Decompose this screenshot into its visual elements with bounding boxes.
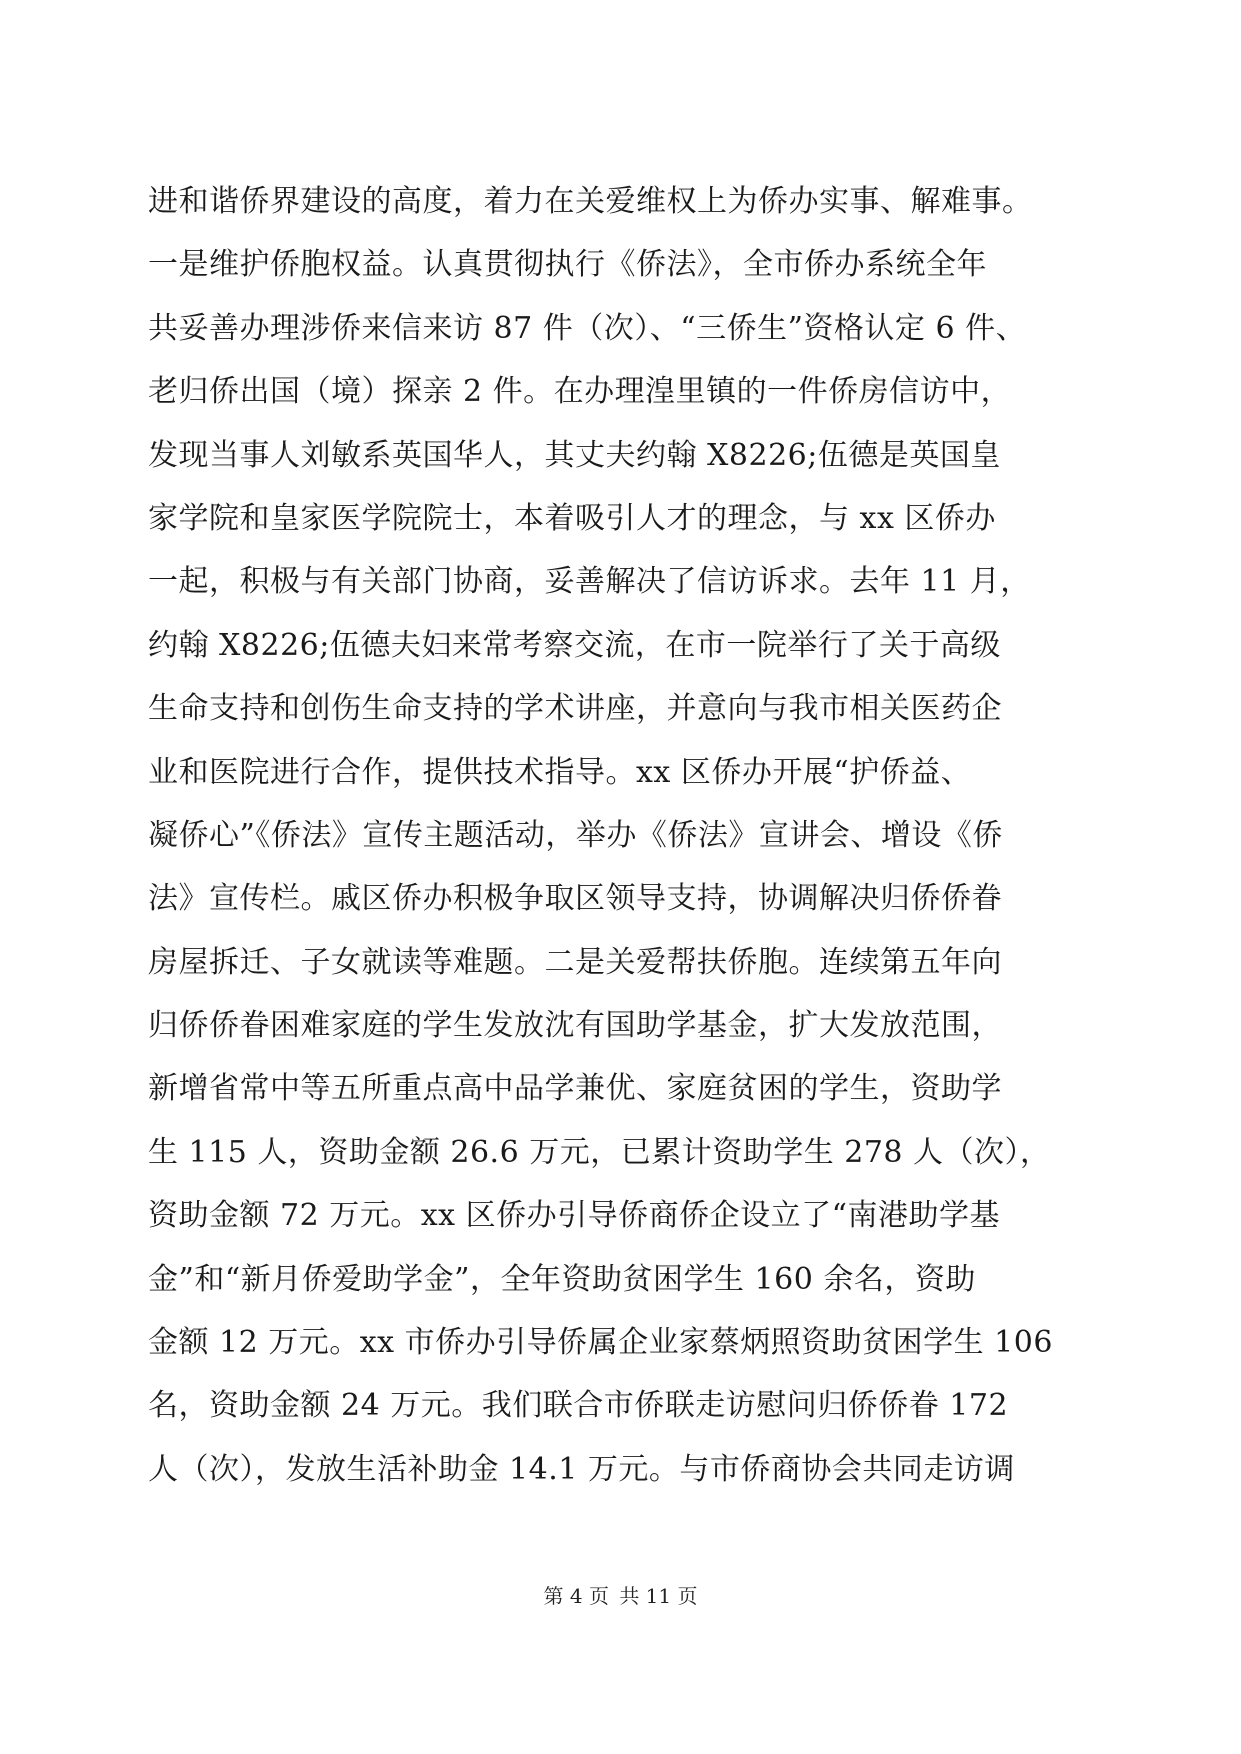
- text-line: 家学院和皇家医学院院士，本着吸引人才的理念，与 xx 区侨办: [148, 500, 996, 536]
- text-line: 新增省常中等五所重点高中品学兼优、家庭贫困的学生，资助学: [148, 1071, 1002, 1107]
- text-line: 资助金额 72 万元。xx 区侨办引导侨商侨企设立了“南港助学基: [148, 1198, 1000, 1234]
- text-line: 进和谐侨界建设的高度，着力在关爱维权上为侨办实事、解难事。: [148, 184, 1033, 219]
- page-footer: [0, 1580, 1241, 1609]
- text-line: 人（次），发放生活补助金 14.1 万元。与市侨商协会共同走访调: [148, 1451, 1015, 1487]
- text-line: 业和医院进行合作，提供技术指导。xx 区侨办开展“护侨益、: [148, 754, 972, 790]
- text-line: 发现当事人刘敏系英国华人，其丈夫约翰 X8226;伍德是英国皇: [148, 437, 1001, 473]
- text-line: 凝侨心”《侨法》宣传主题活动，举办《侨法》宣讲会、增设《侨: [148, 817, 1003, 853]
- text-line: 约翰 X8226;伍德夫妇来常考察交流，在市一院举行了关于高级: [148, 627, 1001, 663]
- body-text: [148, 170, 1108, 1501]
- text-line: 共妥善办理涉侨来信来访 87 件（次）、“三侨生”资格认定 6 件、: [148, 310, 1027, 346]
- total-pages: 共 11 页: [619, 1584, 698, 1608]
- text-line: 金额 12 万元。xx 市侨办引导侨属企业家蔡炳照资助贫困学生 106: [148, 1325, 1053, 1361]
- text-line: 归侨侨眷困难家庭的学生发放沈有国助学基金，扩大发放范围，: [148, 1008, 1002, 1044]
- text-line: 名，资助金额 24 万元。我们联合市侨联走访慰问归侨侨眷 172: [148, 1388, 1009, 1424]
- page-number: 第 4 页: [543, 1584, 609, 1608]
- text-line: 金”和“新月侨爱助学金”，全年资助贫困学生 160 余名，资助: [148, 1261, 976, 1297]
- text-line: 房屋拆迁、子女就读等难题。二是关爱帮扶侨胞。连续第五年向: [148, 944, 1002, 980]
- text-line: 生命支持和创伤生命支持的学术讲座，并意向与我市相关医药企: [148, 691, 1002, 727]
- text-line: 老归侨出国（境）探亲 2 件。在办理湟里镇的一件侨房信访中，: [148, 374, 1012, 410]
- text-line: 一起，积极与有关部门协商，妥善解决了信访诉求。去年 11 月，: [148, 564, 1031, 600]
- text-line: 法》宣传栏。戚区侨办积极争取区领导支持，协调解决归侨侨眷: [148, 881, 1002, 917]
- text-line: 生 115 人，资助金额 26.6 万元，已累计资助学生 278 人（次），: [148, 1134, 1051, 1170]
- text-line: 一是维护侨胞权益。认真贯彻执行《侨法》，全市侨办系统全年: [148, 247, 987, 283]
